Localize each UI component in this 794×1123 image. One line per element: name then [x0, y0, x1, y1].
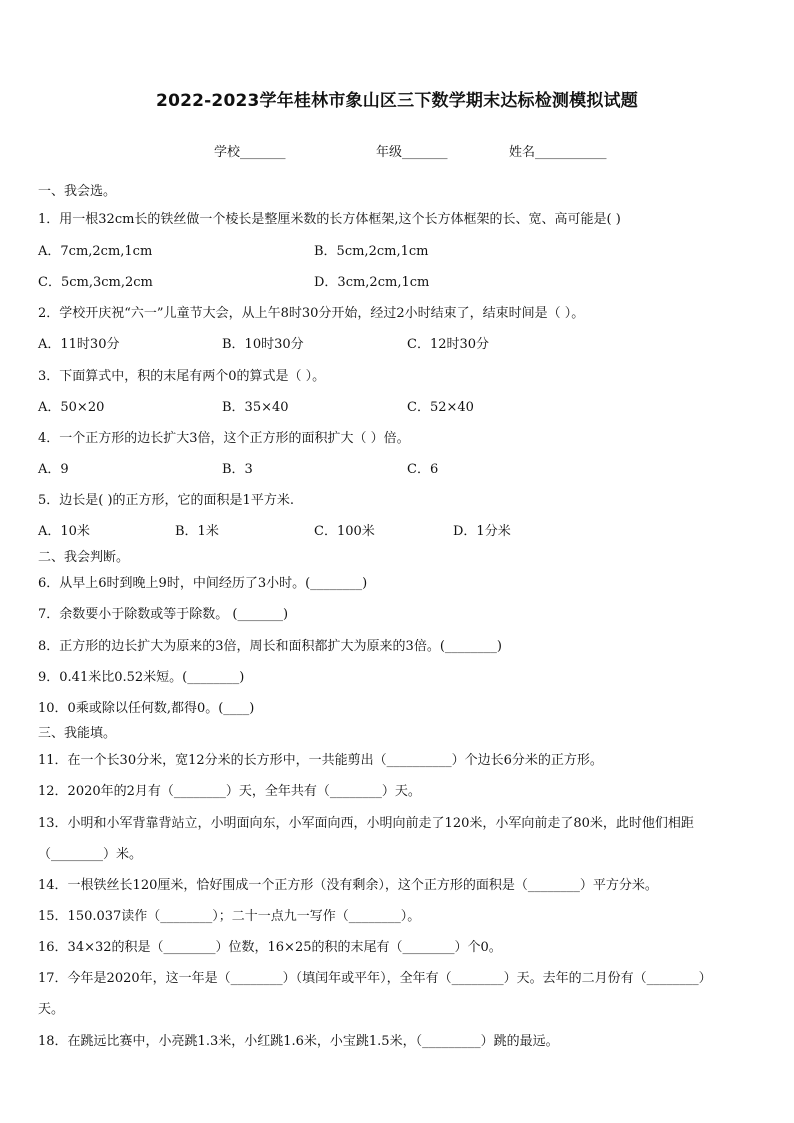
- question-17-continued: 天。: [38, 1002, 65, 1017]
- question-2-option-b: B．10时30分: [222, 337, 304, 352]
- question-5-option-b: B．1米: [175, 524, 219, 539]
- question-2-option-c: C．12时30分: [407, 337, 490, 352]
- grade-field: 年级_______: [376, 145, 448, 160]
- section-heading-choice: 一、我会选。: [38, 184, 117, 199]
- section-heading-judge: 二、我会判断。: [38, 550, 130, 565]
- school-field: 学校_______: [214, 145, 286, 160]
- question-5-option-c: C．100米: [314, 524, 375, 539]
- question-12: 12．2020年的2月有（________）天，全年共有（________）天。: [38, 784, 421, 799]
- question-7: 7．余数要小于除数或等于除数。 (_______): [38, 607, 289, 622]
- question-18: 18．在跳远比赛中，小亮跳1.3米，小红跳1.6米，小宝跳1.5米，（_________）跳的最远。: [38, 1034, 559, 1049]
- question-1-option-d: D．3cm,2cm,1cm: [314, 275, 430, 290]
- question-5-option-d: D．1分米: [453, 524, 511, 539]
- page-title: 2022-2023学年桂林市象山区三下数学期末达标检测模拟试题: [156, 91, 638, 111]
- question-15: 15．150.037读作（________）；二十一点九一写作（________）。: [38, 909, 421, 924]
- question-1-option-c: C．5cm,3cm,2cm: [38, 275, 153, 290]
- question-6: 6．从早上6时到晚上9时，中间经历了3小时。(________): [38, 576, 368, 591]
- question-4-option-a: A．9: [38, 462, 69, 477]
- question-4: 4．一个正方形的边长扩大3倍，这个正方形的面积扩大（ ）倍。: [38, 431, 410, 446]
- question-13-continued: （________）米。: [38, 847, 143, 862]
- question-3-option-a: A．50×20: [38, 400, 105, 415]
- question-1: 1．用一根32cm长的铁丝做一个棱长是整厘米数的长方体框架,这个长方体框架的长、宽、高可能是( ): [38, 212, 621, 227]
- question-4-option-c: C．6: [407, 462, 439, 477]
- question-8: 8．正方形的边长扩大为原来的3倍，周长和面积都扩大为原来的3倍。(________): [38, 639, 502, 654]
- section-heading-fill: 三、我能填。: [38, 726, 117, 741]
- question-1-option-b: B．5cm,2cm,1cm: [314, 244, 429, 259]
- question-16: 16．34×32的积是（________）位数，16×25的积的末尾有（________）个0。: [38, 940, 502, 955]
- question-2: 2．学校开庆祝“六一”儿童节大会，从上午8时30分开始，经过2小时结束了，结束时间是（ ）。: [38, 306, 585, 321]
- name-field: 姓名___________: [509, 145, 607, 160]
- question-3: 3．下面算式中，积的末尾有两个0的算式是（ ）。: [38, 369, 326, 384]
- question-13: 13．小明和小军背靠背站立，小明面向东，小军面向西，小明向前走了120米，小军向前走了80米，此时他们相距: [38, 816, 694, 831]
- question-2-option-a: A．11时30分: [38, 337, 120, 352]
- question-14: 14．一根铁丝长120厘米，恰好围成一个正方形（没有剩余），这个正方形的面积是（________）平方分米。: [38, 878, 658, 893]
- question-5-option-a: A．10米: [38, 524, 90, 539]
- question-5: 5．边长是( )的正方形，它的面积是1平方米.: [38, 493, 294, 508]
- question-11: 11．在一个长30分米，宽12分米的长方形中，一共能剪出（__________）个边长6分米的正方形。: [38, 753, 603, 768]
- question-1-option-a: A．7cm,2cm,1cm: [38, 244, 153, 259]
- question-3-option-c: C．52×40: [407, 400, 474, 415]
- question-17: 17．今年是2020年，这一年是（________）（填闰年或平年），全年有（________）天。去年的二月份有（________）: [38, 971, 712, 986]
- question-10: 10．0乘或除以任何数,都得0。(____): [38, 701, 255, 716]
- question-4-option-b: B．3: [222, 462, 253, 477]
- question-9: 9．0.41米比0.52米短。(________): [38, 670, 245, 685]
- question-3-option-b: B．35×40: [222, 400, 289, 415]
